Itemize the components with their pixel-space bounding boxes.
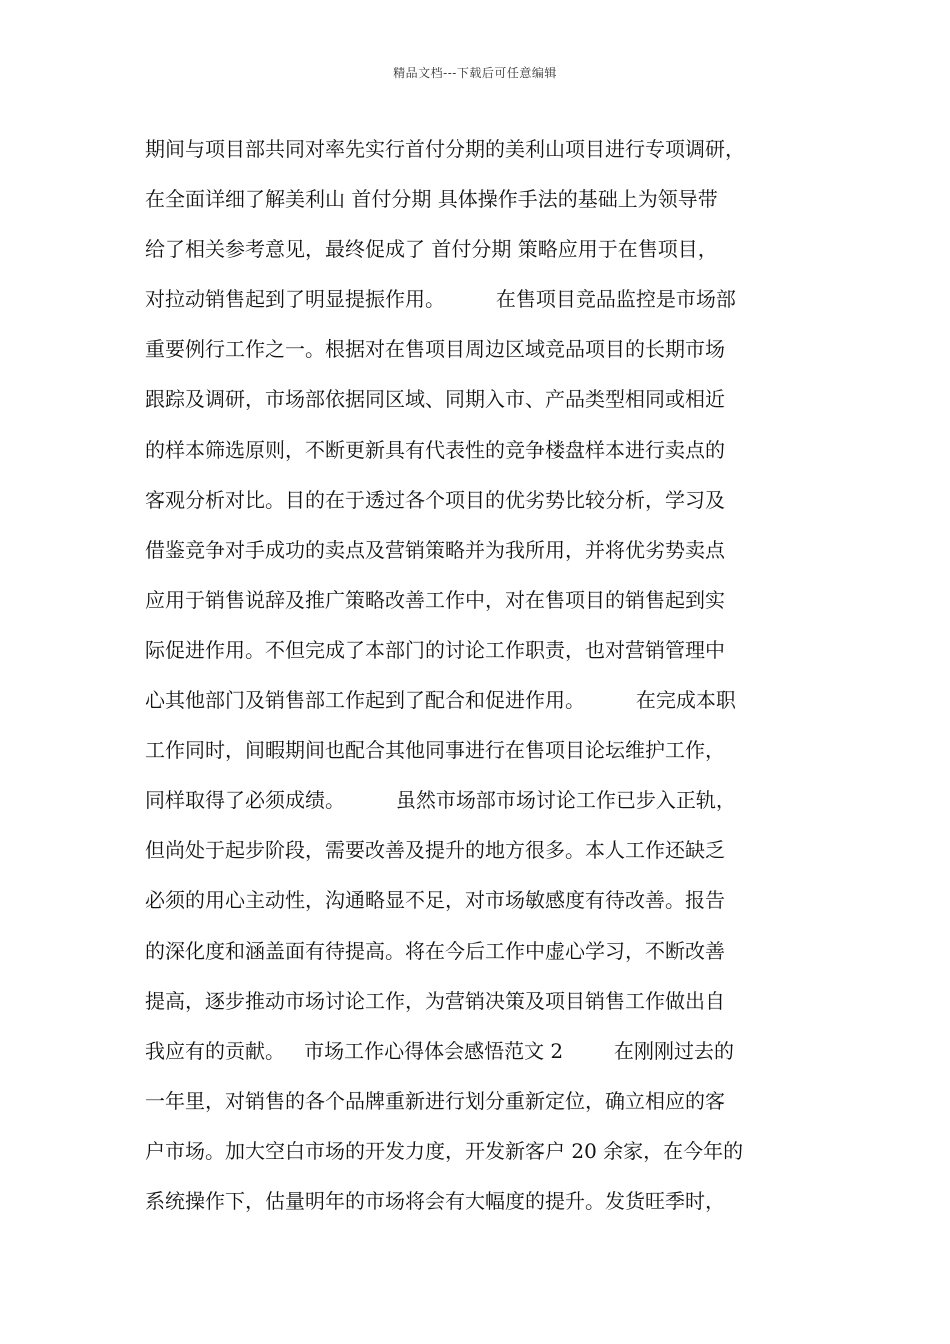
body-line: 的样本筛选原则，不断更新具有代表性的竞争楼盘样本进行卖点的	[145, 437, 725, 462]
body-line: 一年里，对销售的各个品牌重新进行划分重新定位，确立相应的客	[145, 1088, 725, 1113]
body-line: 系统操作下，估量明年的市场将会有大幅度的提升。发货旺季时，	[145, 1188, 725, 1213]
body-line: 期间与项目部共同对率先实行首付分期的美利山项目进行专项调研，	[145, 137, 745, 161]
body-line: 的深化度和涵盖面有待提高。将在今后工作中虚心学习，不断改善	[145, 938, 725, 963]
body-line: 客观分析对比。目的在于透过各个项目的优劣势比较分析，学习及	[145, 487, 725, 512]
body-line: 我应有的贡献。 市场工作心得体会感悟范文 2 在刚刚过去的	[145, 1038, 735, 1063]
body-line: 在全面详细了解美利山 首付分期 具体操作手法的基础上为领导带	[145, 187, 718, 212]
body-line: 心其他部门及销售部工作起到了配合和促进作用。 在完成本职	[145, 688, 736, 713]
body-line: 同样取得了必须成绩。 虽然市场部市场讨论工作已步入正轨，	[145, 788, 736, 813]
body-line: 提高，逐步推动市场讨论工作，为营销决策及项目销售工作做出自	[145, 988, 725, 1013]
body-line: 户市场。加大空白市场的开发力度，开发新客户 20 余家，在今年的	[145, 1138, 744, 1163]
body-line: 跟踪及调研，市场部依据同区域、同期入市、产品类型相同或相近	[145, 387, 725, 412]
body-line: 重要例行工作之一。根据对在售项目周边区域竞品项目的长期市场	[145, 337, 725, 362]
body-line: 给了相关参考意见，最终促成了 首付分期 策略应用于在售项目，	[145, 237, 718, 262]
body-line: 工作同时，间暇期间也配合其他同事进行在售项目论坛维护工作，	[145, 738, 725, 763]
document-body	[145, 124, 815, 1226]
body-line: 应用于销售说辞及推广策略改善工作中，对在售项目的销售起到实	[145, 587, 725, 612]
body-line: 必须的用心主动性，沟通略显不足，对市场敏感度有待改善。报告	[145, 888, 725, 913]
body-line: 但尚处于起步阶段，需要改善及提升的地方很多。本人工作还缺乏	[145, 838, 725, 863]
body-line: 借鉴竞争对手成功的卖点及营销策略并为我所用，并将优劣势卖点	[145, 537, 725, 562]
body-line: 际促进作用。不但完成了本部门的讨论工作职责，也对营销管理中	[145, 637, 725, 662]
page-header-note: 精品文档---下载后可任意编辑	[393, 66, 557, 80]
body-line: 对拉动销售起到了明显提振作用。 在售项目竞品监控是市场部	[145, 287, 736, 312]
